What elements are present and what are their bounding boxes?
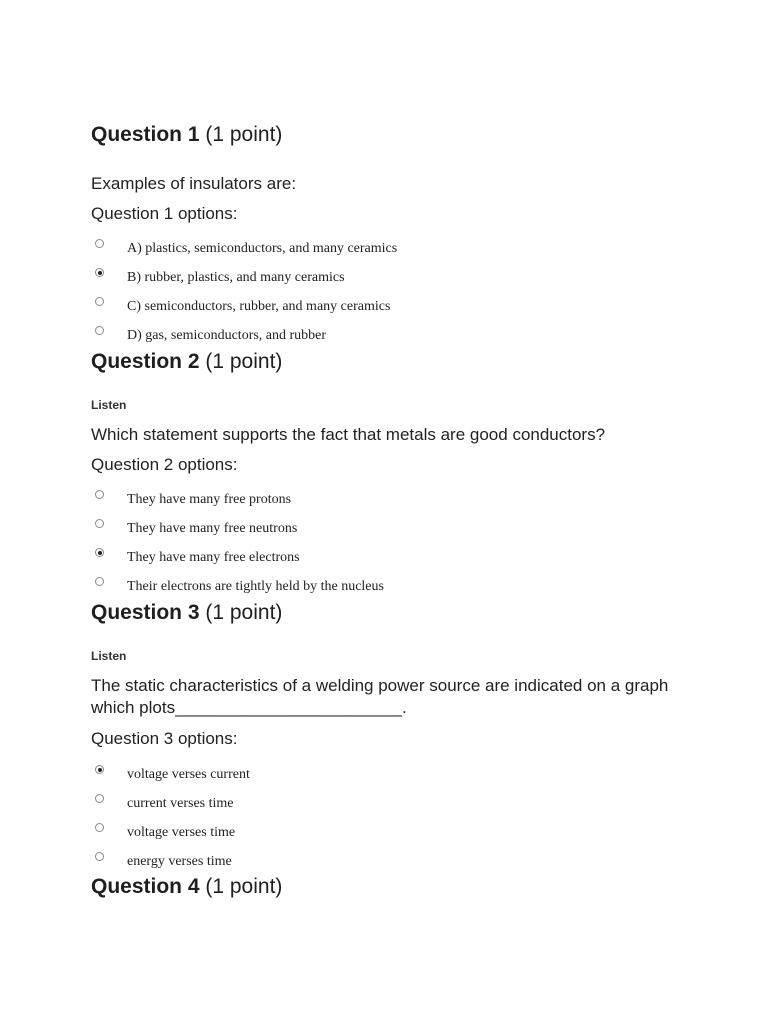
radio-button-icon[interactable] bbox=[95, 548, 104, 557]
radio-button-icon[interactable] bbox=[95, 794, 104, 803]
option-label: They have many free neutrons bbox=[127, 521, 298, 536]
radio-button-icon[interactable] bbox=[95, 823, 104, 832]
question-2-options-label: Question 2 options: bbox=[91, 455, 238, 474]
question-2-prompt: Which statement supports the fact that metals are good conductors? bbox=[91, 425, 606, 444]
radio-button-icon[interactable] bbox=[95, 490, 104, 499]
radio-button-icon[interactable] bbox=[95, 577, 104, 586]
radio-button-icon[interactable] bbox=[95, 519, 104, 528]
question-3-options-label: Question 3 options: bbox=[91, 729, 238, 748]
question-1-option-c[interactable] bbox=[91, 297, 691, 319]
option-label: energy verses time bbox=[127, 854, 232, 869]
option-label: current verses time bbox=[127, 796, 234, 811]
question-3-title bbox=[91, 600, 282, 626]
option-label: voltage verses current bbox=[127, 767, 250, 782]
option-label: B) rubber, plastics, and many ceramics bbox=[127, 270, 345, 285]
radio-button-icon[interactable] bbox=[95, 239, 104, 248]
question-1-options-label: Question 1 options: bbox=[91, 204, 238, 223]
option-label: They have many free electrons bbox=[127, 550, 300, 565]
radio-button-icon[interactable] bbox=[95, 297, 104, 306]
option-label: A) plastics, semiconductors, and many ceramics bbox=[127, 241, 398, 256]
question-3-option-3[interactable] bbox=[91, 823, 691, 845]
radio-button-icon[interactable] bbox=[95, 326, 104, 335]
question-2-option-2[interactable] bbox=[91, 519, 691, 541]
listen-button[interactable]: Listen bbox=[91, 649, 127, 663]
question-1-prompt: Examples of insulators are: bbox=[91, 174, 297, 193]
question-3-option-4[interactable] bbox=[91, 852, 691, 874]
question-1-option-b[interactable] bbox=[91, 268, 691, 290]
question-2-title bbox=[91, 349, 282, 375]
question-1-title bbox=[91, 122, 282, 148]
question-2-points: (1 point) bbox=[205, 350, 283, 373]
question-2-option-3[interactable] bbox=[91, 548, 691, 570]
question-3-option-1[interactable] bbox=[91, 765, 691, 787]
option-label: C) semiconductors, rubber, and many ceramics bbox=[127, 299, 391, 314]
question-2-name: Question 2 bbox=[91, 350, 200, 373]
question-1-points: (1 point) bbox=[205, 123, 283, 146]
option-label: Their electrons are tightly held by the nucleus bbox=[127, 579, 384, 594]
question-4-title bbox=[91, 874, 282, 900]
option-label: D) gas, semiconductors, and rubber bbox=[127, 328, 327, 343]
question-4-points: (1 point) bbox=[205, 875, 283, 898]
question-3-name: Question 3 bbox=[91, 601, 200, 624]
question-3-option-2[interactable] bbox=[91, 794, 691, 816]
question-2-option-4[interactable] bbox=[91, 577, 691, 599]
radio-button-icon[interactable] bbox=[95, 765, 104, 774]
radio-button-icon[interactable] bbox=[95, 852, 104, 861]
radio-button-icon[interactable] bbox=[95, 268, 104, 277]
question-1-option-d[interactable] bbox=[91, 326, 691, 348]
option-label: They have many free protons bbox=[127, 492, 292, 507]
option-label: voltage verses time bbox=[127, 825, 236, 840]
question-4-name: Question 4 bbox=[91, 875, 200, 898]
question-3-points: (1 point) bbox=[205, 601, 283, 624]
question-1-name: Question 1 bbox=[91, 123, 200, 146]
question-3-prompt: The static characteristics of a welding power source are indicated on a graph which plots________________________. bbox=[91, 676, 669, 717]
question-1-option-a[interactable] bbox=[91, 239, 691, 261]
question-2-option-1[interactable] bbox=[91, 490, 691, 512]
listen-button[interactable]: Listen bbox=[91, 398, 127, 412]
